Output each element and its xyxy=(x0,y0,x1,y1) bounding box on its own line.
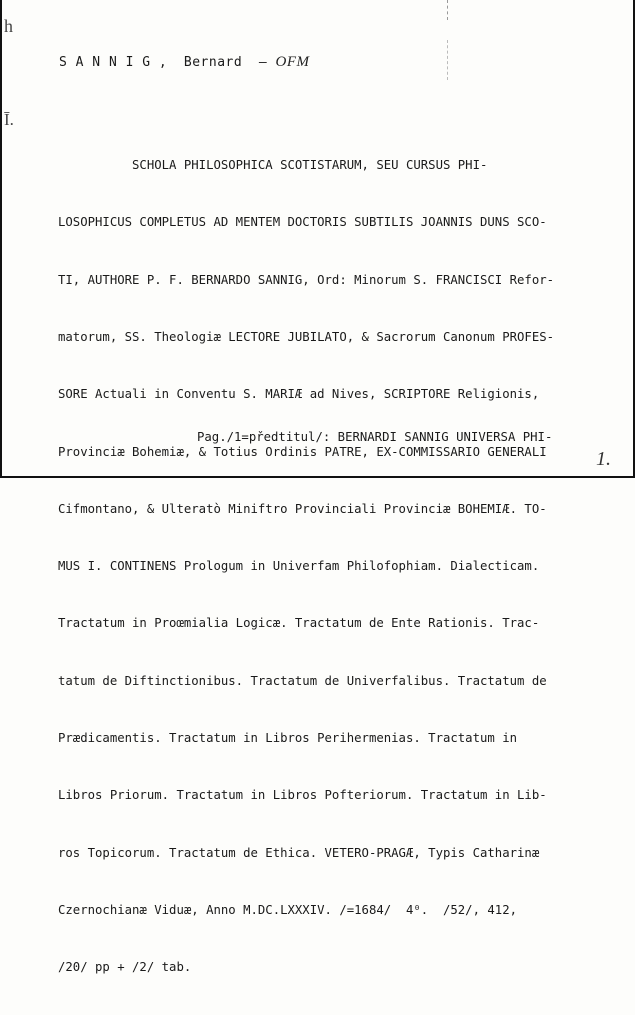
order-annotation: OFM xyxy=(275,54,310,70)
text-line: ros Topicorum. Tractatum de Ethica. VETERO-PRAGÆ, Typis Catharinæ xyxy=(58,845,540,860)
text-line: MUS I. CONTINENS Prologum in Univerfam Philofophiam. Dialecticam. xyxy=(58,559,540,574)
text-line: tatum de Diftinctionibus. Tractatum de Univerfalibus. Tractatum de xyxy=(58,673,547,688)
author-heading xyxy=(59,54,310,71)
text-line: SORE Actuali in Conventu S. MARIÆ ad Nives, SCRIPTORE Religionis, xyxy=(58,387,540,402)
bibliographic-description xyxy=(58,118,630,1015)
scan-mark-vertical xyxy=(447,40,448,80)
handwritten-page-number: 1. xyxy=(596,448,611,470)
text-line: SCHOLA PHILOSOPHICA SCOTISTARUM, SEU CURSUS PHI- xyxy=(58,158,488,173)
text-line: matorum, SS. Theologiæ LECTORE JUBILATO, & Sacrorum Canonum PROFES- xyxy=(58,330,555,345)
margin-mark-mid: Ī. xyxy=(4,110,14,129)
text-line: /20/ pp + /2/ tab. xyxy=(58,960,192,975)
text-line: Cifmontano, & Ulteratò Miniftro Provinciali Provinciæ BOHEMIÆ. TO- xyxy=(58,501,547,516)
footer-note: Pag./1=předtitul/: BERNARDI SANNIG UNIVERSA PHI- xyxy=(197,430,553,444)
margin-mark-top: h xyxy=(4,16,13,36)
text-line: Provinciæ Bohemiæ, & Totius Ordinis PATRE, EX-COMMISSARIO GENERALI xyxy=(58,444,547,459)
author-name: S A N N I G , Bernard — xyxy=(59,55,276,70)
text-line: Libros Priorum. Tractatum in Libros Pofteriorum. Tractatum in Lib- xyxy=(58,788,547,803)
text-line: Prædicamentis. Tractatum in Libros Perihermenias. Tractatum in xyxy=(58,731,518,745)
text-line: LOSOPHICUS COMPLETUS AD MENTEM DOCTORIS SUBTILIS JOANNIS DUNS SCO- xyxy=(58,215,547,230)
scan-mark xyxy=(447,0,474,20)
text-line: Tractatum in Proœmialia Logicæ. Tractatum de Ente Rationis. Trac- xyxy=(58,616,540,631)
text-line: TI, AUTHORE P. F. BERNARDO SANNIG, Ord: Minorum S. FRANCISCI Refor- xyxy=(58,272,555,287)
text-line: Czernochianæ Viduæ, Anno M.DC.LXXXIV. /=1684/ 4⁰. /52/, 412, xyxy=(58,902,518,917)
